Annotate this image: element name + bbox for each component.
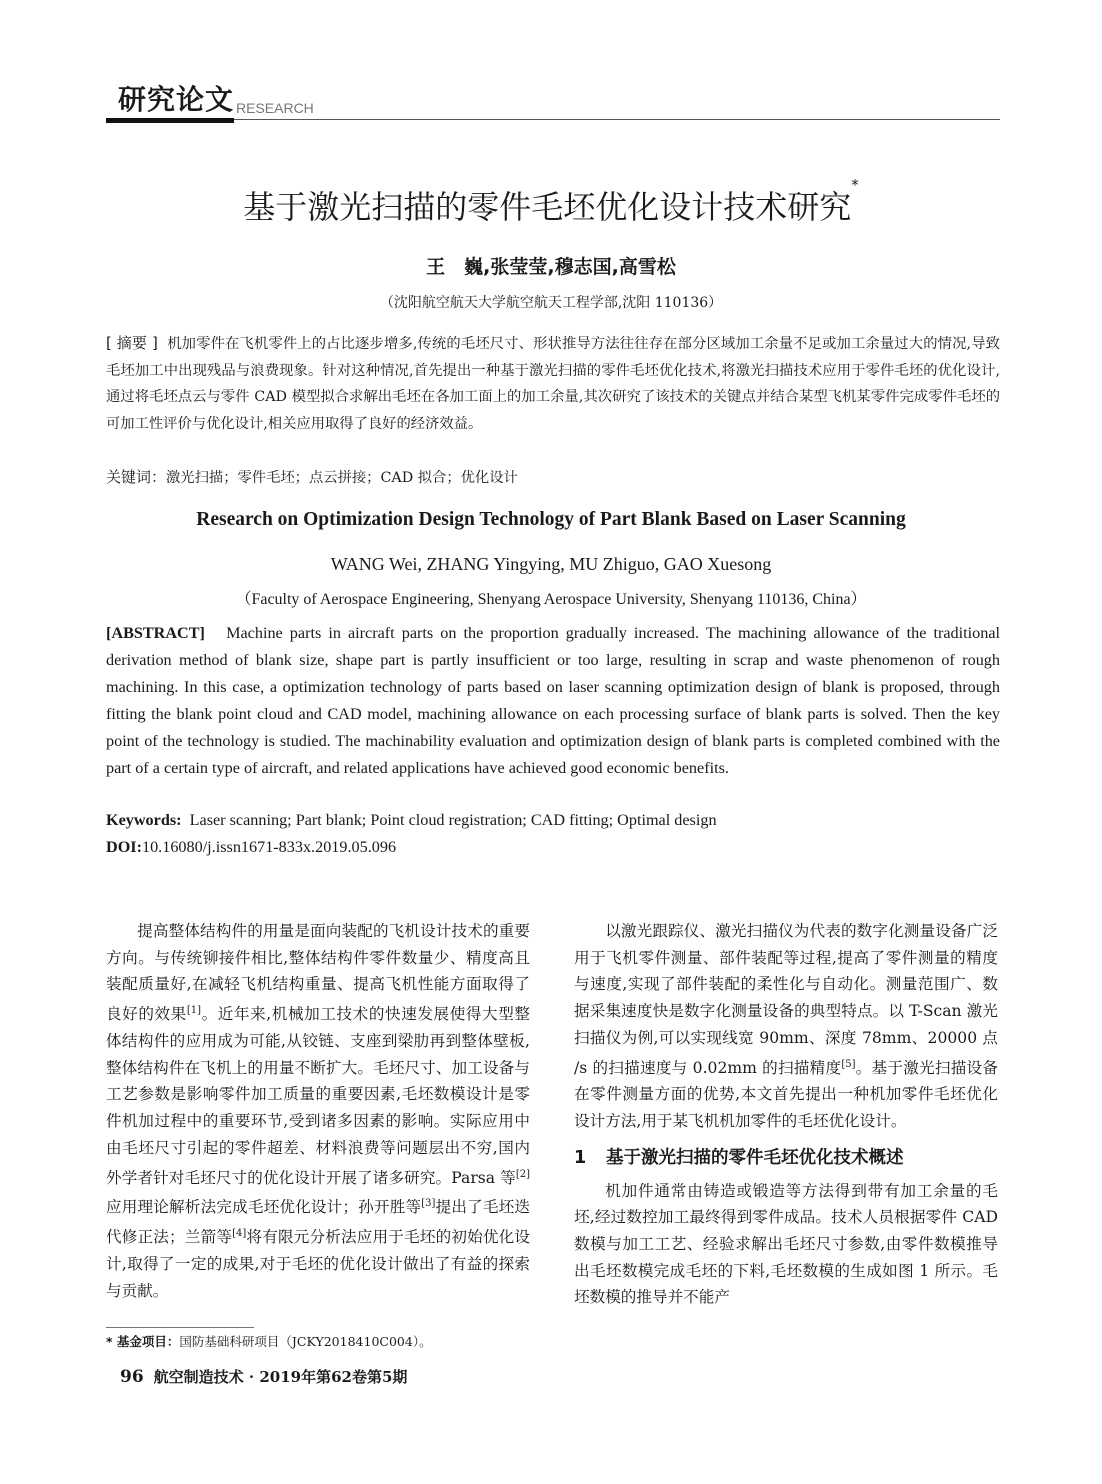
doi-label: DOI: <box>106 838 142 856</box>
body-paragraph: 机加件通常由铸造或锻造等方法得到带有加工余量的毛坯,经过数控加工最终得到零件成品。技术人员根据零件 CAD 数模与加工工艺、经验求解出毛坯尺寸参数,由零件数模推导出毛坯数模完成毛坯的下料,毛坯数模的生成如图 1 所示。毛坯数模的推导并不能产 <box>574 1181 998 1307</box>
keywords-cn <box>106 466 1000 487</box>
doi <box>106 838 1000 857</box>
doi-text: 10.16080/j.issn1671-833x.2019.05.096 <box>141 838 397 856</box>
title-footnote-mark: * <box>851 176 859 194</box>
footnote-label: * 基金项目： <box>106 1334 180 1349</box>
abstract-cn-text: 机加零件在飞机零件上的占比逐步增多,传统的毛坯尺寸、形状推导方法往往存在部分区域加工余量不足或加工余量过大的情况,导致毛坯加工中出现残品与浪费现象。针对这种情况,首先提出一种基于激光扫描的零件毛坯优化技术,将激光扫描技术应用于零件毛坯的优化设计,通过将毛坯点云与零件 CAD 模型拟合求解出毛坯在各加工面上的加工余量,其次研究了该技术的关键点并结合某型飞机某零件完成零件毛坯的可加工性评价与优化设计,相关应用取得了良好的经济效益。 <box>106 336 1000 432</box>
citation-ref: [1] <box>186 1005 202 1017</box>
section-title: 基于激光扫描的零件毛坯优化技术概述 <box>606 1147 904 1168</box>
paper-title-en: Research on Optimization Design Technology of Part Blank Based on Laser Scanning <box>196 509 906 530</box>
authors: 王 巍,张莹莹,穆志国,高雪松 <box>426 256 676 278</box>
footnote <box>106 1332 432 1350</box>
section-heading <box>574 1145 998 1172</box>
authors-en: WANG Wei, ZHANG Yingying, MU Zhiguo, GAO Xuesong <box>330 554 772 574</box>
journal-name: 航空制造技术 · 2019年第62卷第5期 <box>153 1368 408 1386</box>
abstract-en-text: Machine parts in aircraft parts on the proportion gradually increased. The machining allowance of the traditional derivation method of blank size, shape part is partly insufficient or too large, resulting in scrap and waste phenomenon of rough machining. In this case, a optimization technology of parts based on laser scanning optimization design of blank is proposed, through fitting the blank point cloud and CAD model, machining allowance on each processing surface of blank parts is solved. Then the key point of the technology is studied. The machinability evaluation and optimization design of blank parts is completed combined with the part of a certain type of aircraft, and related applications have achieved good economic benefits. <box>106 624 1001 777</box>
footnote-text: 国防基础科研项目（JCKY2018410C004）。 <box>179 1334 432 1349</box>
keywords-cn-text: 激光扫描；零件毛坯；点云拼接；CAD 拟合；优化设计 <box>166 470 518 486</box>
abstract-en <box>106 620 1000 782</box>
page-footer <box>120 1366 407 1387</box>
citation-ref: [5] <box>841 1058 856 1070</box>
abstract-cn <box>106 330 1000 437</box>
affiliation: （沈阳航空航天大学航空航天工程学部,沈阳 110136） <box>379 295 723 311</box>
citation-ref: [2] <box>515 1168 530 1180</box>
abstract-cn-label: [ 摘要 ] <box>106 334 158 352</box>
abstract-en-label: [ABSTRACT] <box>106 624 205 642</box>
section-number: 1 <box>574 1147 587 1168</box>
section-label: 研究论文 <box>118 83 235 116</box>
body-paragraph: 以激光跟踪仪、激光扫描仪为代表的数字化测量设备广泛用于飞机零件测量、部件装配等过程,提高了零件测量的精度与速度,实现了部件装配的柔性化与自动化。测量范围广、数据采集速度快是数字化测量设备的典型特点。以 T-Scan 激光扫描仪为例,可以实现线宽 90mm、深度 78mm、20000 点 /s 的扫描速度与 0.02mm 的扫描精度[5]。基于激光扫描设备在零件测量方面的优势,本文首先提出一种机加零件毛坯优化设计方法,用于某飞机机加零件的毛坯优化设计。 <box>574 922 998 1131</box>
header-rule-thick <box>106 118 234 123</box>
citation-ref: [3] <box>421 1198 436 1210</box>
section-label-en: RESEARCH <box>236 100 314 116</box>
keywords-en-label: Keywords: <box>106 811 182 829</box>
affiliation-en: （Faculty of Aerospace Engineering, Shenyang Aerospace University, Shenyang 110136, China） <box>235 591 867 608</box>
body-paragraph: 提高整体结构件的用量是面向装配的飞机设计技术的重要方向。与传统铆接件相比,整体结构件零件数量少、精度高且装配质量好,在减轻飞机结构重量、提高飞机性能方面取得了良好的效果[1]。近年来,机械加工技术的快速发展使得大型整体结构件的应用成为可能,从铰链、支座到梁肋再到整体壁板,整体结构件在飞机上的用量不断扩大。毛坯尺寸、加工设备与工艺参数是影响零件加工质量的重要因素,毛坯数模设计是零件机加过程中的重要环节,受到诸多因素的影响。实际应用中由毛坯尺寸引起的零件超差、材料浪费等问题层出不穷,国内外学者针对毛坯尺寸的优化设计开展了诸多研究。Parsa 等[2]应用理论解析法完成毛坯优化设计；孙开胜等[3]提出了毛坯迭代修正法；兰箭等[4]将有限元分析法应用于毛坯的初始优化设计,取得了一定的成果,对于毛坯的优化设计做出了有益的探索与贡献。 <box>106 922 530 1300</box>
footnote-rule <box>106 1327 254 1328</box>
body-column-left <box>106 918 530 1305</box>
paper-title: 基于激光扫描的零件毛坯优化设计技术研究* <box>243 176 859 226</box>
keywords-en <box>106 811 1000 830</box>
page-number: 96 <box>120 1367 144 1387</box>
header-rule <box>234 119 1000 120</box>
keywords-en-text: Laser scanning; Part blank; Point cloud registration; CAD fitting; Optimal design <box>189 811 717 829</box>
keywords-cn-label: 关键词： <box>106 468 167 486</box>
citation-ref: [4] <box>232 1228 247 1240</box>
body-column-right <box>574 918 998 1311</box>
